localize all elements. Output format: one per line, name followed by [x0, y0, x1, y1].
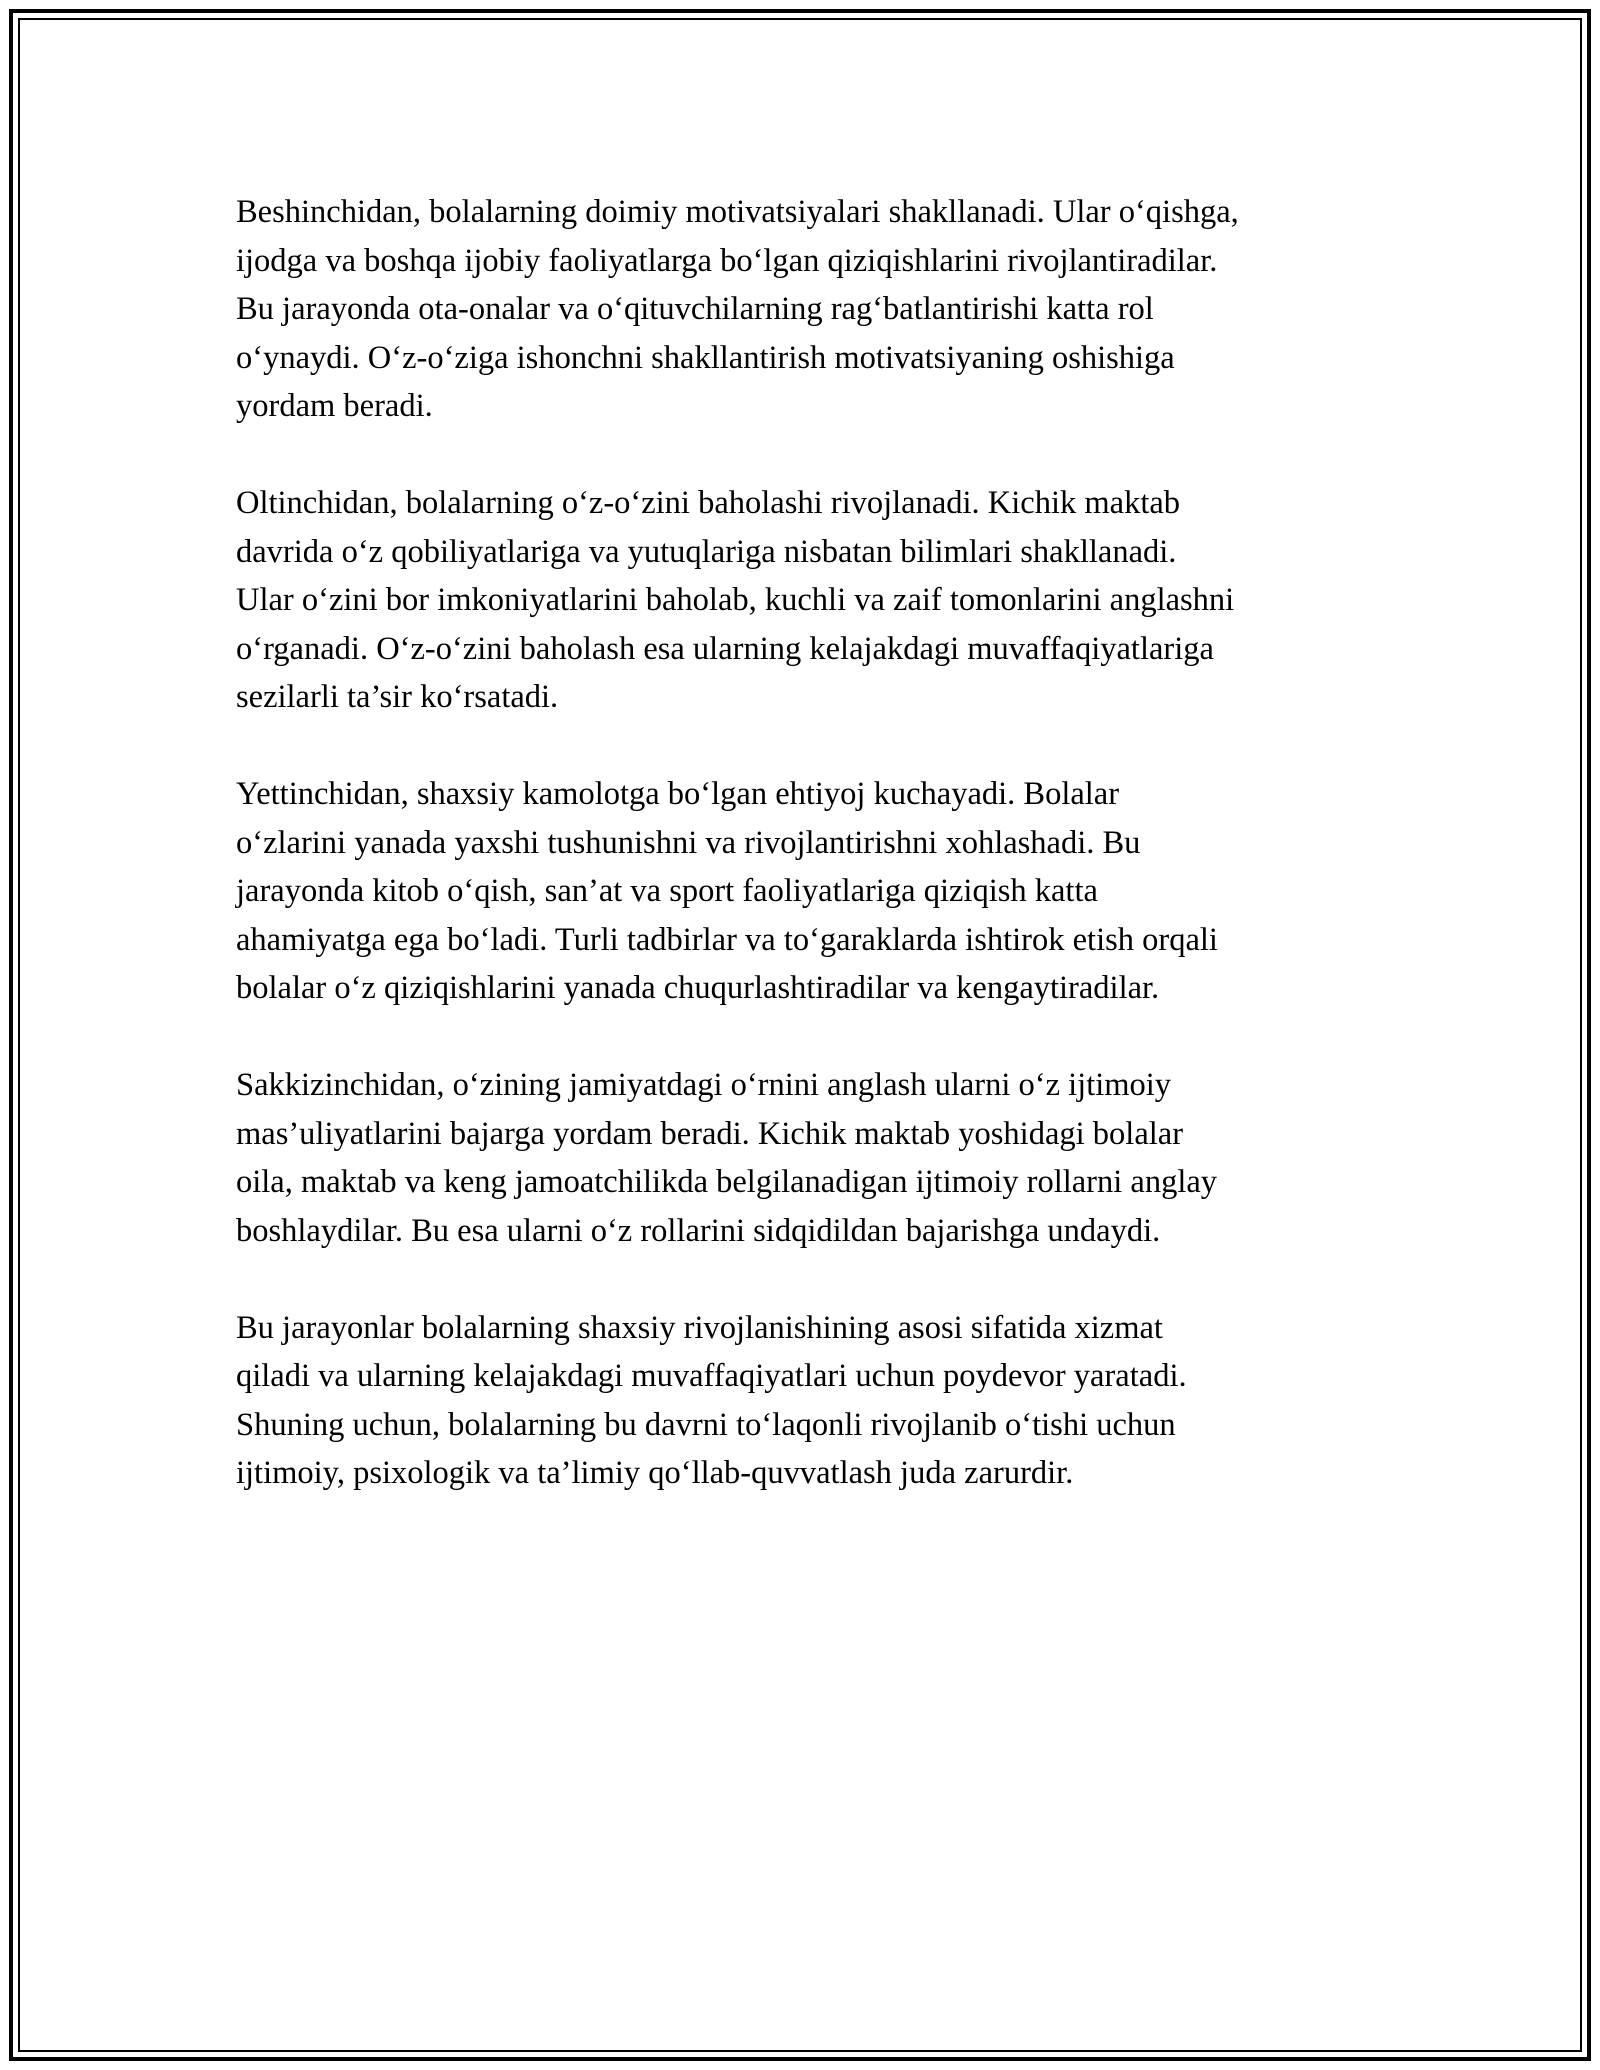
paragraph-line: Bu jarayonlar bolalarning shaxsiy rivojlanishining asosi sifatida xizmat — [236, 1309, 1163, 1346]
paragraph-line: jarayonda kitob o‘qish, san’at va sport faoliyatlariga qiziqish katta — [236, 873, 1098, 909]
paragraph-line: sezilarli ta’sir ko‘rsatadi. — [236, 679, 559, 715]
paragraph-line: davrida o‘z qobiliyatlariga va yutuqlariga nisbatan bilimlari shakllanadi. — [236, 533, 1177, 570]
paragraph-line: Beshinchidan, bolalarning doimiy motivatsiyalari shakllanadi. Ular o‘qishga, — [236, 194, 1239, 230]
paragraph-line: Shuning uchun, bolalarning bu davrni to‘laqonli rivojlanib o‘tishi uchun — [236, 1406, 1176, 1443]
paragraph-5 — [236, 1304, 1366, 1498]
paragraph-line: Sakkizinchidan, o‘zining jamiyatdagi o‘rnini anglash ularni o‘z ijtimoiy — [236, 1067, 1172, 1103]
paragraph-line: o‘ynaydi. O‘z-o‘ziga ishonchni shakllantirish motivatsiyaning oshishiga — [236, 339, 1175, 376]
paragraph-line: qiladi va ularning kelajakdagi muvaffaqiyatlari uchun poydevor yaratadi. — [236, 1358, 1187, 1394]
paragraph-line: oila, maktab va keng jamoatchilikda belgilanadigan ijtimoiy rollarni anglay — [236, 1164, 1218, 1200]
paragraph-3 — [236, 770, 1366, 1013]
paragraph-line: yordam beradi. — [236, 388, 433, 424]
paragraph-line: o‘rganadi. O‘z-o‘zini baholash esa ularning kelajakdagi muvaffaqiyatlariga — [236, 630, 1214, 667]
paragraph-line: ahamiyatga ega bo‘ladi. Turli tadbirlar va to‘garaklarda ishtirok etish orqali — [236, 921, 1218, 958]
paragraph-2 — [236, 479, 1366, 722]
paragraph-line: ijtimoiy, psixologik va ta’limiy qo‘llab-quvvatlash juda zarurdir. — [236, 1455, 1074, 1491]
paragraph-line: boshlaydilar. Bu esa ularni o‘z rollarini sidqidildan bajarishga undaydi. — [236, 1212, 1161, 1249]
paragraph-line: Ular o‘zini bor imkoniyatlarini baholab, kuchli va zaif tomonlarini anglashni — [236, 582, 1235, 618]
paragraph-line: mas’uliyatlarini bajarga yordam beradi. Kichik maktab yoshidagi bolalar — [236, 1115, 1184, 1152]
document-body — [236, 188, 1366, 1546]
paragraph-line: ijodga va boshqa ijobiy faoliyatlarga bo‘lgan qiziqishlarini rivojlantiradilar. — [236, 242, 1218, 279]
paragraph-line: o‘zlarini yanada yaxshi tushunishni va rivojlantirishni xohlashadi. Bu — [236, 824, 1141, 861]
paragraph-line: Bu jarayonda ota-onalar va o‘qituvchilarning rag‘batlantirishi katta rol — [236, 291, 1154, 327]
paragraph-line: Yettinchidan, shaxsiy kamolotga bo‘lgan ehtiyoj kuchayadi. Bolalar — [236, 776, 1120, 812]
paragraph-1 — [236, 188, 1366, 431]
paragraph-4 — [236, 1061, 1366, 1255]
paragraph-line: bolalar o‘z qiziqishlarini yanada chuqurlashtiradilar va kengaytiradilar. — [236, 970, 1160, 1006]
paragraph-line: Oltinchidan, bolalarning o‘z-o‘zini baholashi rivojlanadi. Kichik maktab — [236, 485, 1181, 521]
